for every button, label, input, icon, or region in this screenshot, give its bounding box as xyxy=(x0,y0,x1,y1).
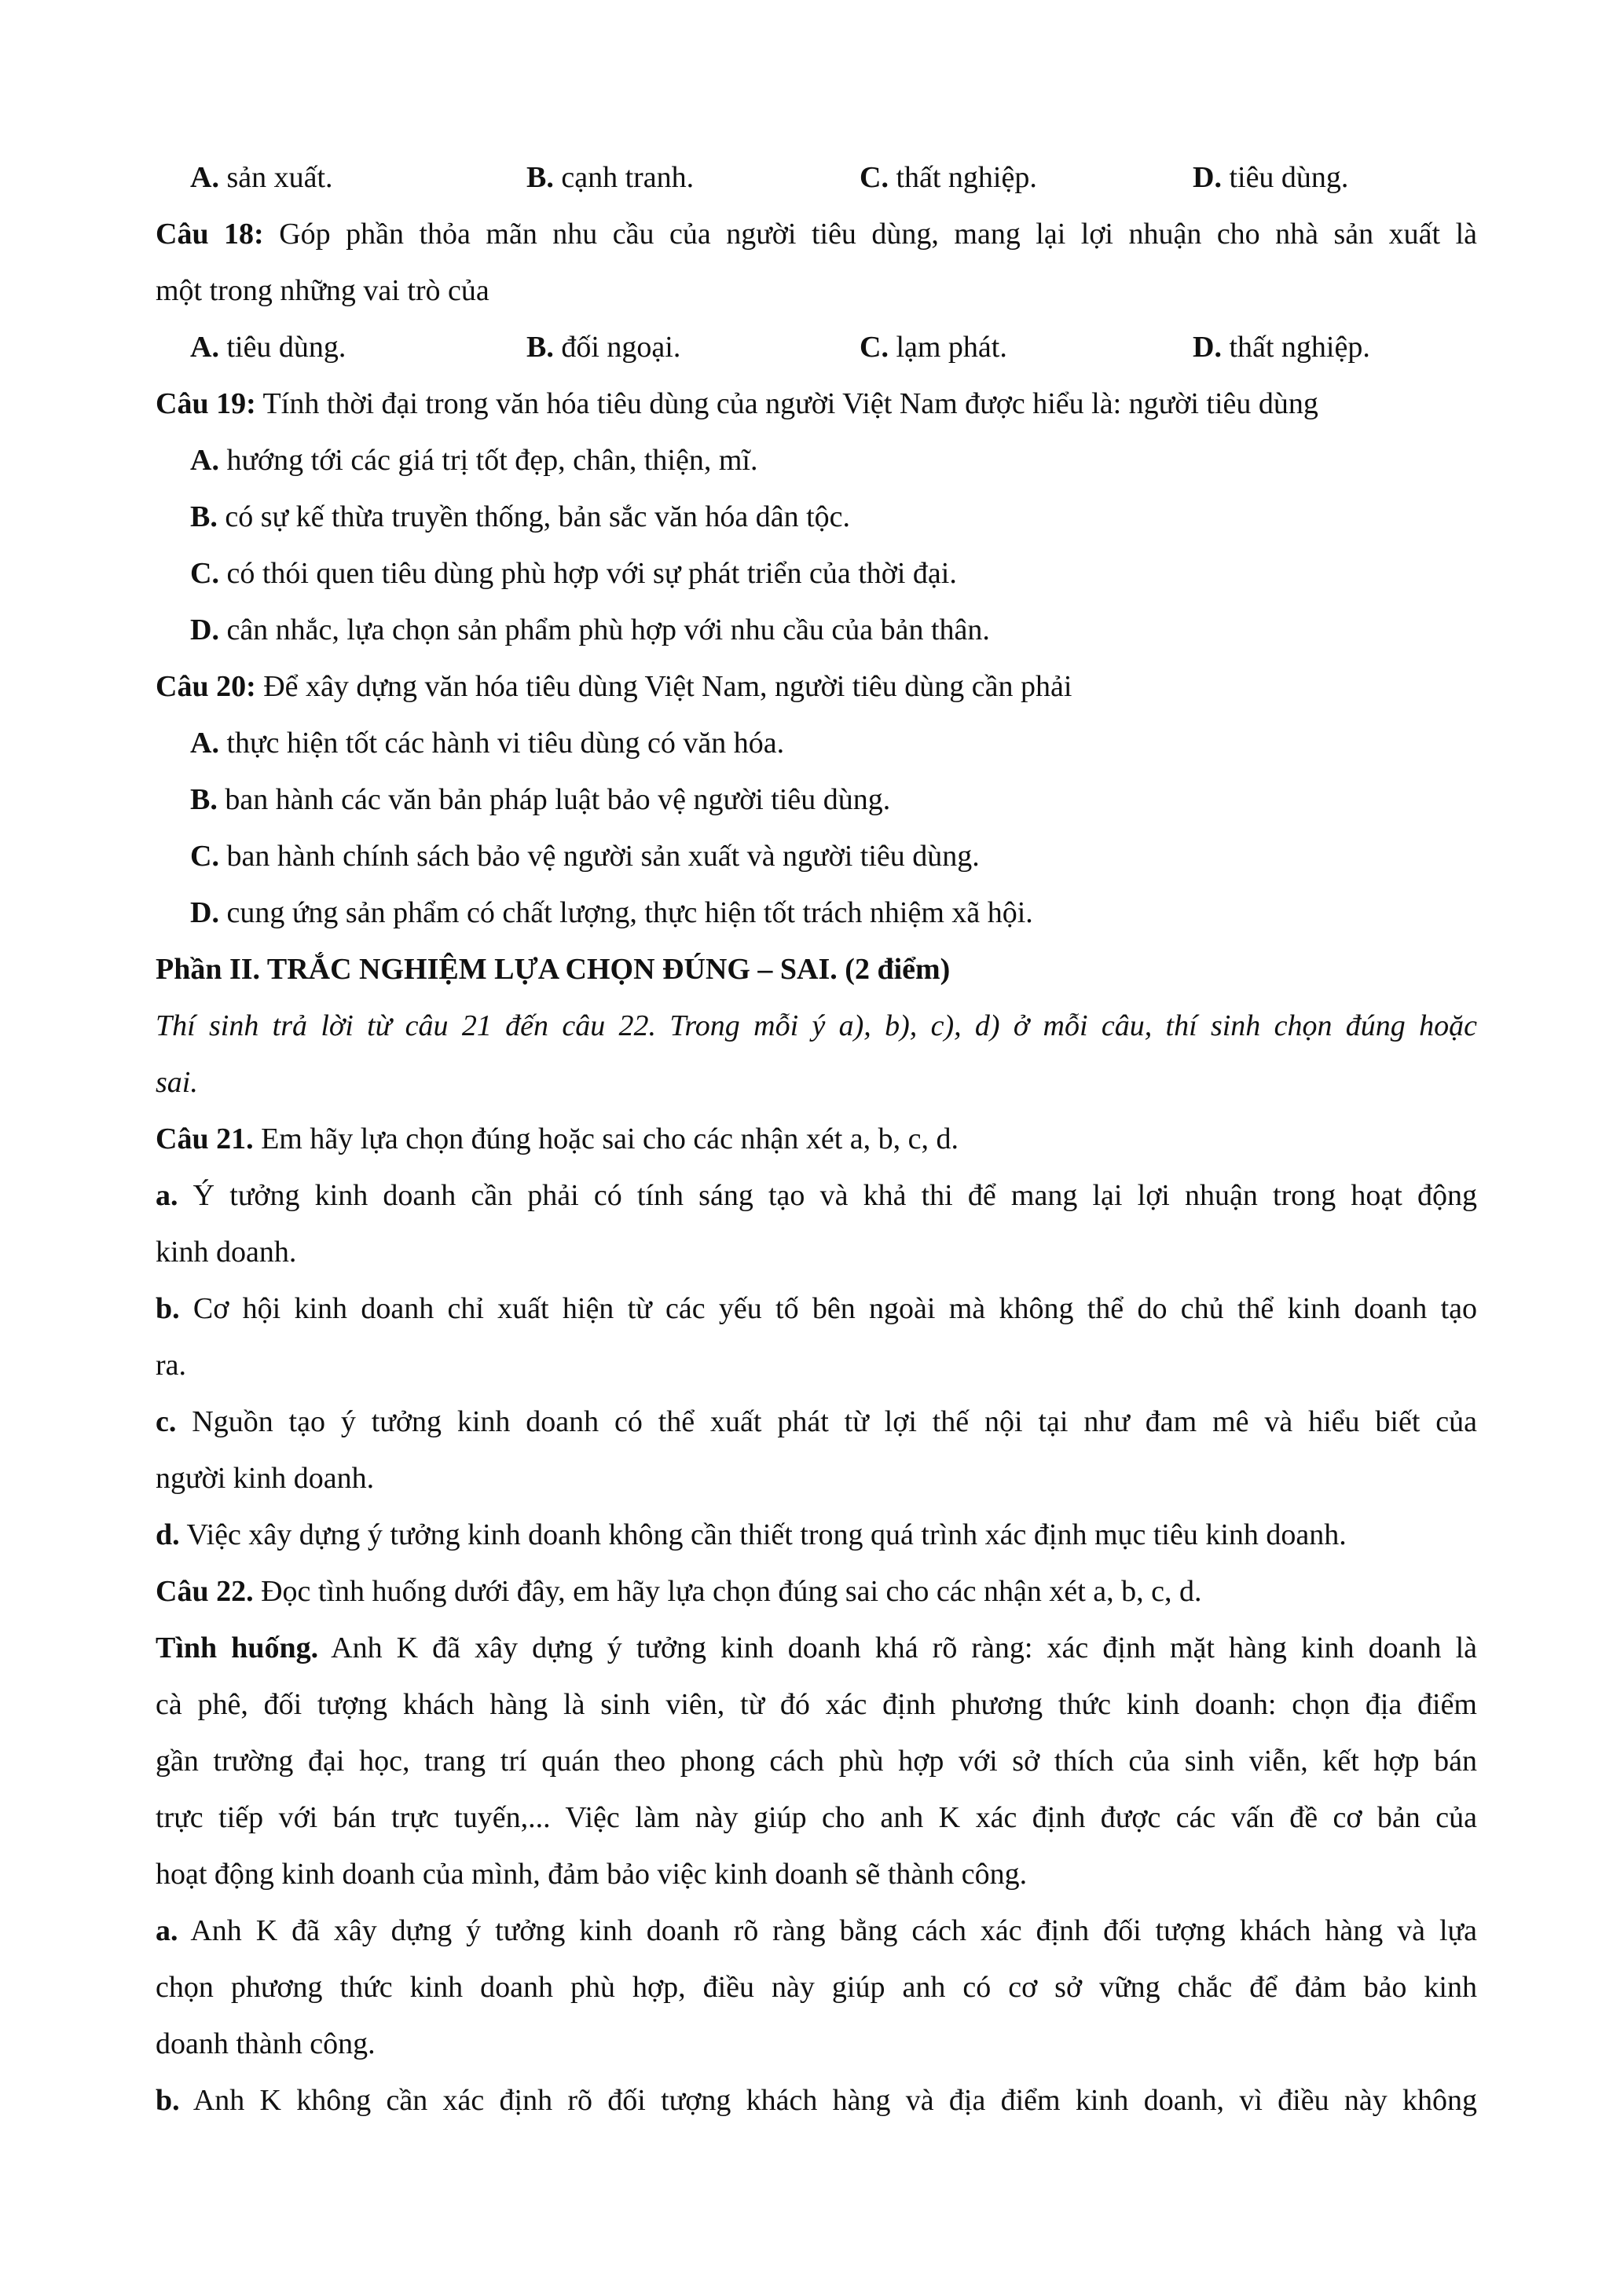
q17-option-a: A. sản xuất. xyxy=(190,161,333,194)
q19-label: Câu 19: xyxy=(156,387,256,420)
q20-option-a: A. thực hiện tốt các hành vi tiêu dùng có văn hóa. xyxy=(190,727,785,760)
q18-question-line2: một trong những vai trò của xyxy=(156,274,489,307)
q20-option-c: C. ban hành chính sách bảo vệ người sản xuất và người tiêu dùng. xyxy=(190,840,980,873)
q19-option-c: C. có thói quen tiêu dùng phù hợp với sự phát triển của thời đại. xyxy=(190,557,957,590)
q22-situation-label: Tình huống. xyxy=(156,1631,319,1664)
q18-options xyxy=(156,319,1477,375)
q21-item-c-line2: người kinh doanh. xyxy=(156,1462,375,1495)
q20-label: Câu 20: xyxy=(156,670,256,703)
q22-situation-line3: gần trường đại học, trang trí quán theo phong cách phù hợp với sở thích của sinh viễn, kết hợp bán xyxy=(156,1745,1477,1778)
q20-question: Câu 20: Để xây dựng văn hóa tiêu dùng Việt Nam, người tiêu dùng cần phải xyxy=(156,670,1072,703)
q21-item-a-line1: a. Ý tưởng kinh doanh cần phải có tính sáng tạo và khả thi để mang lại lợi nhuận trong hoạt động xyxy=(156,1179,1477,1212)
q19-option-b: B. có sự kế thừa truyền thống, bản sắc văn hóa dân tộc. xyxy=(190,500,851,533)
q22-situation-line5: hoạt động kinh doanh của mình, đảm bảo việc kinh doanh sẽ thành công. xyxy=(156,1858,1028,1891)
q22-item-b-line1: b. Anh K không cần xác định rõ đối tượng khách hàng và địa điểm kinh doanh, vì điều này không xyxy=(156,2084,1477,2117)
q18-option-a: A. tiêu dùng. xyxy=(190,331,346,364)
q19-option-a: A. hướng tới các giá trị tốt đẹp, chân, thiện, mĩ. xyxy=(190,444,758,477)
q22-situation-line4: trực tiếp với bán trực tuyến,... Việc làm này giúp cho anh K xác định được các vấn đề cơ bản của xyxy=(156,1801,1477,1834)
part2-instruction-line1: Thí sinh trả lời từ câu 21 đến câu 22. Trong mỗi ý a), b), c), d) ở mỗi câu, thí sinh chọn đúng hoặc xyxy=(156,1009,1477,1042)
q21-item-b-line2: ra. xyxy=(156,1349,187,1382)
q18-option-b: B. đối ngoại. xyxy=(526,331,681,364)
q17-options xyxy=(156,149,1477,206)
q20-option-d: D. cung ứng sản phẩm có chất lượng, thực hiện tốt trách nhiệm xã hội. xyxy=(190,896,1033,929)
q22-situation-line2: cà phê, đối tượng khách hàng là sinh viên, từ đó xác định phương thức kinh doanh: chọn địa điểm xyxy=(156,1688,1477,1721)
q22-item-a-line3: doanh thành công. xyxy=(156,2027,376,2060)
q21-label: Câu 21. xyxy=(156,1122,254,1155)
q21-item-a-line2: kinh doanh. xyxy=(156,1236,297,1269)
q22-question: Câu 22. Đọc tình huống dưới đây, em hãy lựa chọn đúng sai cho các nhận xét a, b, c, d. xyxy=(156,1575,1202,1608)
q21-item-c-line1: c. Nguồn tạo ý tưởng kinh doanh có thể xuất phát từ lợi thế nội tại như đam mê và hiểu biết của xyxy=(156,1405,1477,1438)
q18-option-d: D. thất nghiệp. xyxy=(1193,331,1370,364)
part2-heading: Phần II. TRẮC NGHIỆM LỰA CHỌN ĐÚNG – SAI. (2 điểm) xyxy=(156,953,951,986)
q22-item-a-line1: a. Anh K đã xây dựng ý tưởng kinh doanh rõ ràng bằng cách xác định đối tượng khách hàng và lựa xyxy=(156,1914,1477,1947)
exam-page xyxy=(156,149,1477,2129)
q18-option-c: C. lạm phát. xyxy=(860,331,1007,364)
q19-question: Câu 19: Tính thời đại trong văn hóa tiêu dùng của người Việt Nam được hiểu là: người tiêu dùng xyxy=(156,387,1318,420)
q18-question-line1: Câu 18: Góp phần thỏa mãn nhu cầu của người tiêu dùng, mang lại lợi nhuận cho nhà sản xuất là xyxy=(156,218,1477,251)
q21-question: Câu 21. Em hãy lựa chọn đúng hoặc sai cho các nhận xét a, b, c, d. xyxy=(156,1122,959,1155)
q22-situation-line1: Tình huống. Anh K đã xây dựng ý tưởng kinh doanh khá rõ ràng: xác định mặt hàng kinh doanh là xyxy=(156,1631,1477,1664)
part2-instruction-line2: sai. xyxy=(156,1066,198,1099)
q18-label: Câu 18: xyxy=(156,218,264,251)
q17-option-d: D. tiêu dùng. xyxy=(1193,161,1349,194)
q22-item-a-line2: chọn phương thức kinh doanh phù hợp, điều này giúp anh có cơ sở vững chắc để đảm bảo kinh xyxy=(156,1971,1477,2004)
q21-item-d-line1: d. Việc xây dựng ý tưởng kinh doanh không cần thiết trong quá trình xác định mục tiêu kinh doanh. xyxy=(156,1518,1347,1551)
q22-label: Câu 22. xyxy=(156,1575,254,1608)
q19-option-d: D. cân nhắc, lựa chọn sản phẩm phù hợp với nhu cầu của bản thân. xyxy=(190,613,990,646)
q20-option-b: B. ban hành các văn bản pháp luật bảo vệ người tiêu dùng. xyxy=(190,783,891,816)
q21-item-b-line1: b. Cơ hội kinh doanh chỉ xuất hiện từ các yếu tố bên ngoài mà không thể do chủ thể kinh doanh tạo xyxy=(156,1292,1477,1325)
q17-option-b: B. cạnh tranh. xyxy=(526,161,695,194)
q17-option-c: C. thất nghiệp. xyxy=(860,161,1037,194)
